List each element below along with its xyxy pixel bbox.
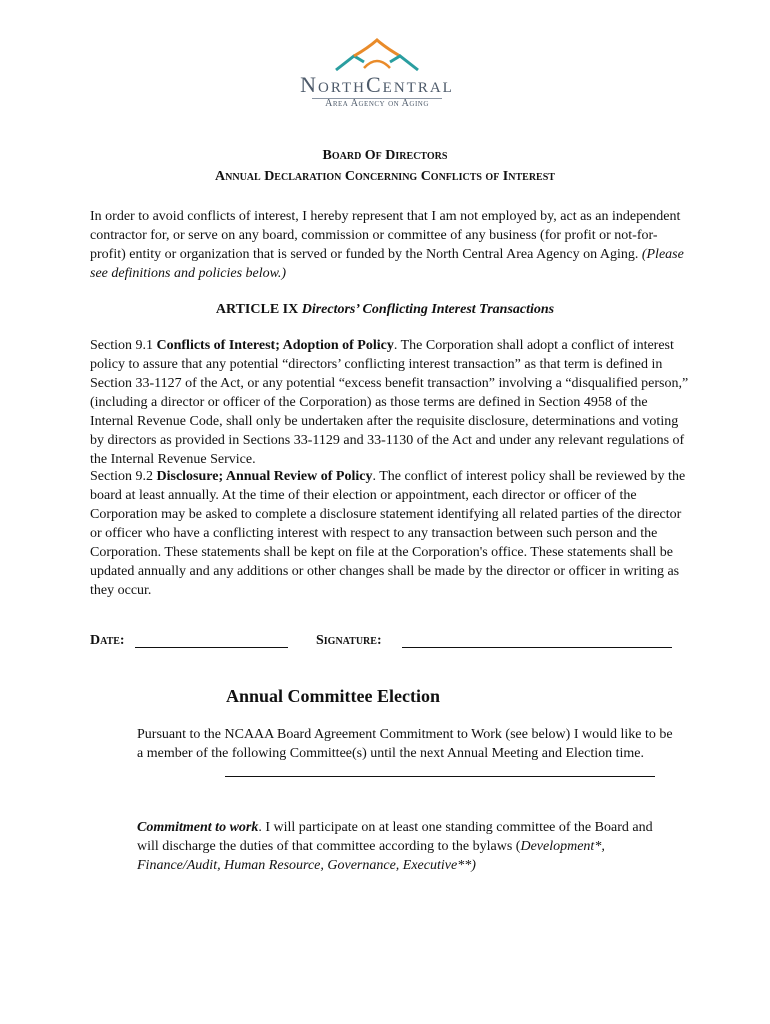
date-label: Date: [90, 633, 125, 648]
organization-logo [282, 38, 472, 110]
title-annual-declaration: Annual Declaration Concerning Conflicts of Interest [215, 169, 555, 184]
section-9-1 [90, 336, 690, 469]
section-9-1-text: . The Corporation shall adopt a conflict of interest policy to assure that any potential “directors’ conflicting interest transaction” as that term is defined in Section 33-1127 of the Act, or any potential “excess benefit transaction” involving a “disqualified person,” (including a director or officer of the Corporation) as those terms are defined in Section 4958 of the Internal Revenue Code, shall only be undertaken after the requisite disclosure, determinations and voting by directors as provided in Sections 33-1129 and 33-1130 of the Act and under any relevant regulations of the Internal Revenue Service. [90, 338, 689, 467]
date-field[interactable] [135, 647, 288, 648]
section-9-2-text: . The conflict of interest policy shall be reviewed by the board at least annually. At the time of their election or appointment, each director or officer of the Corporation may be asked to complete a disclosure statement identifying all related parties of the director or officer who have a conflicting interest with respect to any transaction between such person and the Corporation. These statements shall be kept on file at the Corporation's office. These statements shall be updated annually and any additions or other changes shall be made by the director or officer in writing as they occur. [90, 469, 686, 598]
section-9-1-heading: Conflicts of Interest; Adoption of Policy [156, 338, 394, 353]
article-title: Directors’ Conflicting Interest Transactions [301, 302, 555, 317]
section-9-2-number: Section 9.2 [90, 469, 153, 484]
article-label: ARTICLE IX [215, 302, 299, 317]
title-board-of-directors: Board Of Directors [322, 148, 448, 163]
section-9-2-heading: Disclosure; Annual Review of Policy [156, 469, 373, 484]
roof-icon [334, 38, 420, 74]
logo-name: NorthCentral [300, 72, 454, 97]
section-9-2 [90, 467, 690, 600]
commitment-list: Development*, Finance/Audit, Human Resource, Governance, Executive**) [137, 839, 605, 873]
committee-paragraph: Pursuant to the NCAAA Board Agreement Commitment to Work (see below) I would like to be a member of the following Committee(s) until the next Annual Meeting and Election time. [137, 727, 673, 761]
committee-heading: Annual Committee Election [226, 686, 440, 706]
signature-field[interactable] [402, 647, 672, 648]
commitment-text: . I will participate on at least one standing committee of the Board and will discharge the duties of that committee according to the bylaws ( [137, 820, 653, 854]
commitment-paragraph [137, 818, 677, 875]
commitment-label: Commitment to work [137, 820, 259, 835]
signature-label: Signature: [316, 633, 382, 648]
logo-tagline: Area Agency on Aging [325, 98, 429, 109]
intro-text: In order to avoid conflicts of interest, I hereby represent that I am not employed by, act as an independent contractor for, or serve on any board, commission or committee of any business (for profit or not-for-profit) entity or organization that is served or funded by the North Central Area Agency on Aging. [90, 209, 681, 262]
section-9-1-number: Section 9.1 [90, 338, 153, 353]
intro-note: (Please see definitions and policies below.) [90, 247, 684, 281]
article-heading [0, 302, 770, 318]
committee-choice-field[interactable] [225, 776, 655, 777]
intro-paragraph [90, 207, 685, 283]
